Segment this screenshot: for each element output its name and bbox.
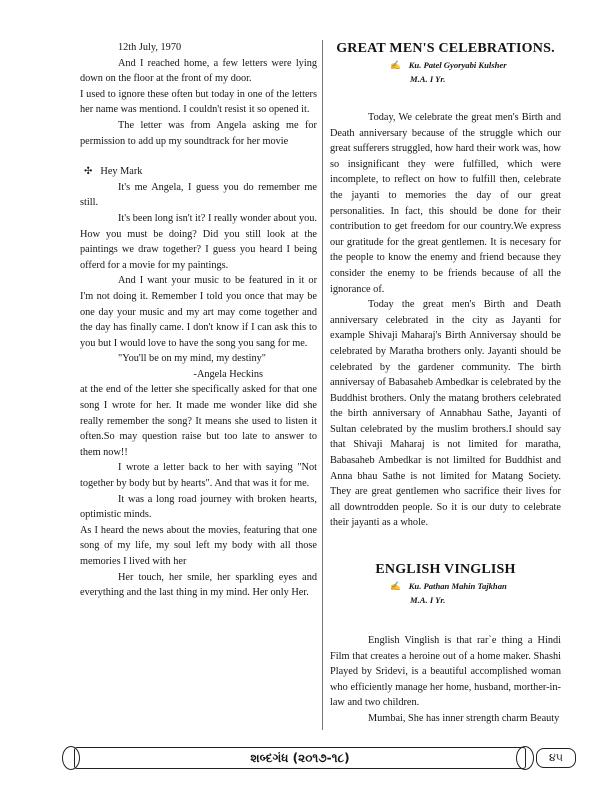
- paragraph: And I want your music to be featured in it or I'm not doing it. Remember I told you once that may be one day your music and my art may come together and the day has finally came. I don't know if I can ask this to you but I would love to have the song you sang for me.: [80, 275, 317, 349]
- paragraph: I wrote a letter back to her with saying "Not together by body but by hearts". And that was it for me.: [80, 462, 317, 490]
- song-quote: "You'll be on my mind, my destiny": [118, 353, 266, 365]
- left-column: [80, 40, 317, 601]
- paragraph: It was a long road journey with broken hearts, optimistic minds.: [80, 493, 317, 521]
- paragraph: The letter was from Angela asking me for permission to add up my soundtrack for her movie: [80, 119, 317, 147]
- magazine-title: શબ્દગંધ (૨૦૧૭-૧૮): [74, 747, 526, 769]
- author-name: Ku. Patel Gyoryabi Kulsher: [408, 60, 507, 70]
- column-divider: [322, 40, 323, 730]
- right-column: [330, 40, 561, 727]
- quote-author: -Angela Heckins: [193, 368, 263, 380]
- paragraph: Today the great men's Birth and Death anniversary celebrated in the city as Jayanti for example Shivaji Maharaj's Birth Anniversay should be celebrated by Maratha brothers only. Jayanti should be celebrated by the gardener community. The birth anniversay of Babasaheb Ambedkar is celebrated by the Buddhist brothers. Only the matang brothers celebrated the birth anniversary of Annabhau Sathe, Jayanti of Sultan celebrated by the muslim brothers.I should say that Shivaji Maharaj is not limited for maratha, Babasaheb Ambedkar is not limilted for Buddhist and Anna bhau Sathe is not limited for Matang Society. They are great gentlemen who sacrifice their lives for all downtrodden people. So it is our duty to celebrate their jayanti as a whole.: [330, 299, 561, 529]
- paragraph: Today, We celebrate the great men's Birth and Death anniversary because of the struggle which our great sufferers struggled, how hard their work was, how so insignificant they were fulfilled, which were incomplete, to reflect on how to fulfill then, celebrate the jayanti to memories the day of our great personalities. In fact, this should be done for their contribution to get freedom for our country.We express our gratitude for the great gentlemen. It is necesary for the people to know the enemy and friend because they consider the enemy to be friends because of all the ignorance of.: [330, 112, 561, 295]
- page-number: ૪૫: [536, 748, 576, 768]
- paragraph: It's me Angela, I guess you do remember me still.: [80, 181, 317, 209]
- author-byline: [330, 58, 561, 72]
- pen-icon: ✍: [390, 581, 401, 592]
- greeting-text: Hey Mark: [100, 166, 143, 178]
- star-bullet-icon: ✣: [84, 166, 93, 178]
- article-title: GREAT MEN'S CELEBRATIONS.: [336, 41, 555, 56]
- letter-greeting: [80, 164, 317, 180]
- author-byline: [330, 579, 561, 593]
- pen-icon: ✍: [390, 60, 401, 70]
- paragraph: Mumbai, She has inner strength charm Beauty: [368, 713, 560, 724]
- paragraph: As I heard the news about the movies, featuring that one song of my life, my soul left my body with all those memories I lived with her: [80, 524, 317, 567]
- paragraph: at the end of the letter she specifically asked for that one song I wrote for her. It made me wonder like did she really remember the song? It means she used to listen it often.So may question raise but too late to answer to them now!!: [80, 384, 317, 458]
- article-title: ENGLISH VINGLISH: [375, 562, 516, 578]
- paragraph: And I reached home, a few letters were lying down on the floor at the front of my door.: [80, 57, 317, 85]
- paragraph: Her touch, her smile, her sparkling eyes and everything and the last thing in my mind. Her only Her.: [80, 571, 317, 599]
- author-name: Ku. Pathan Mahin Tajkhan: [408, 581, 507, 592]
- page-footer: [52, 744, 580, 770]
- paragraph: I used to ignore these often but today in one of the letters her name was mentiond. I couldn't resist it so opened it.: [80, 88, 317, 116]
- paragraph: English Vinglish is that rar`e thing a Hindi Film that creates a heroine out of a home maker. Shashi Played by Sridevi, is a beautiful accomplished woman who efficiently manage her home, husband, morther-in-law and two children.: [330, 635, 561, 709]
- author-degree: M.A. I Yr.: [410, 74, 446, 84]
- paragraph: It's been long isn't it? I really wonder about you. How you must be doing? Did you still look at the paintings we draw together? I guess you heard I being offerd for a movie for my paintings.: [80, 212, 317, 271]
- letter-date: 12th July, 1970: [118, 42, 182, 53]
- author-degree: M.A. I Yr.: [410, 595, 446, 606]
